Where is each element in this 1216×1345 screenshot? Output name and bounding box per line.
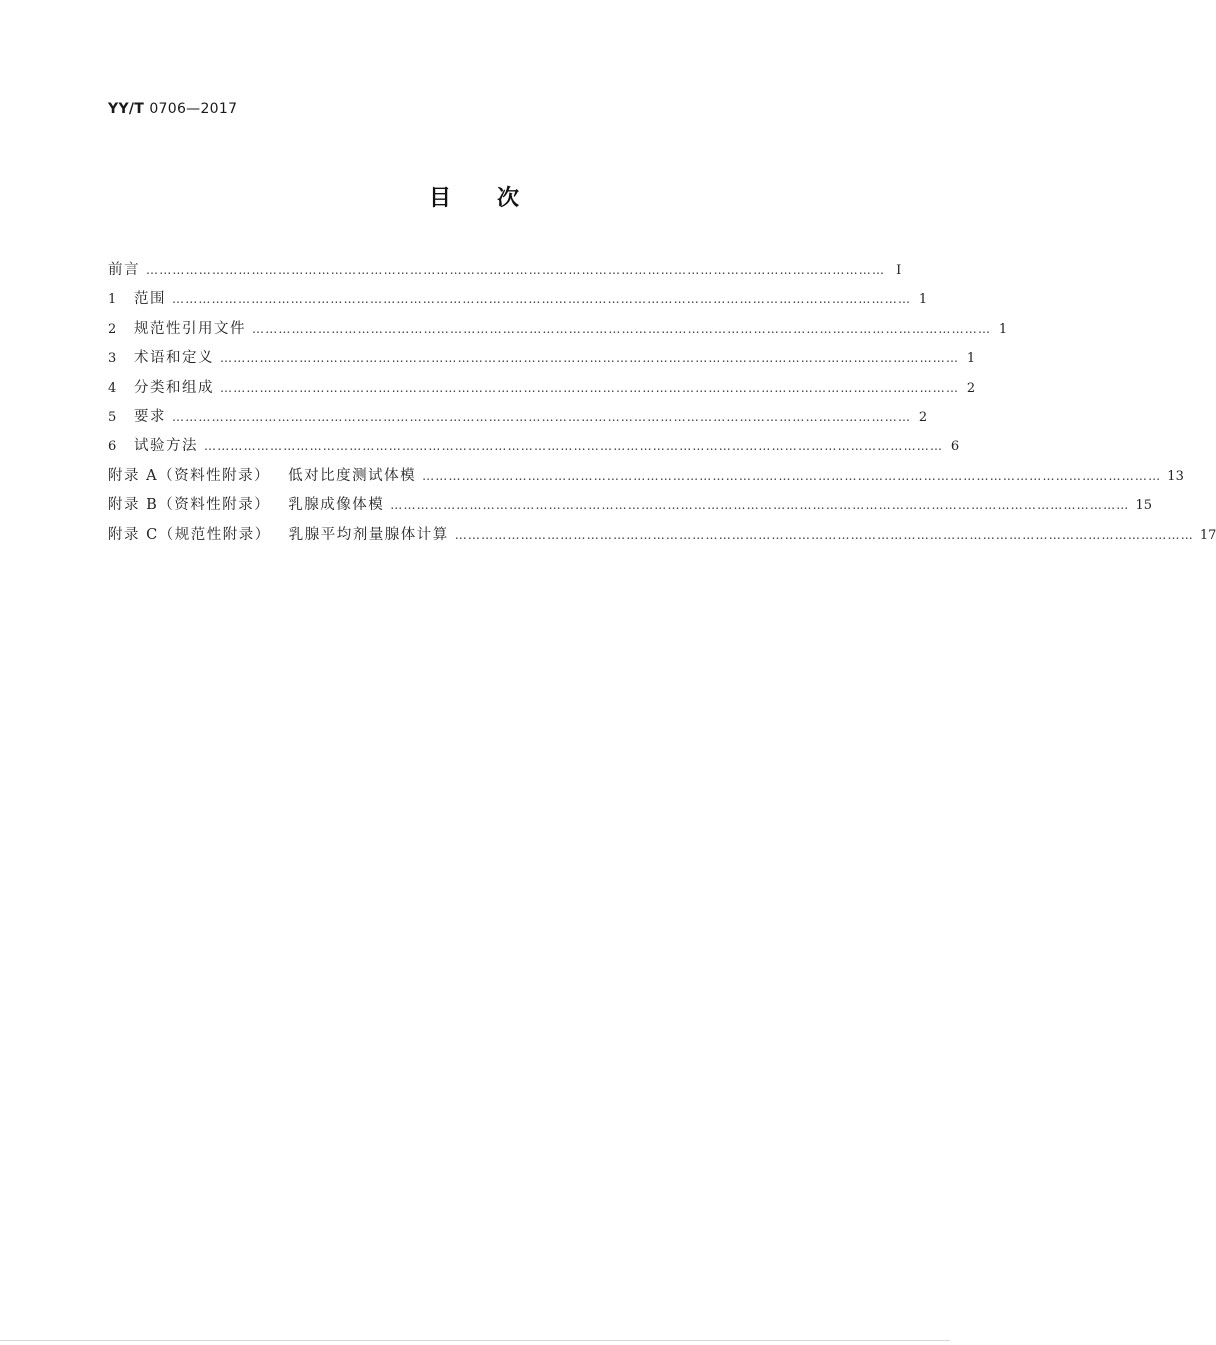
toc-entry-classification[interactable]: [108, 377, 976, 406]
toc-entry-page: Ⅰ: [896, 263, 902, 278]
toc-entry-label: 1 范围: [108, 288, 166, 311]
page-bottom-divider: [0, 1340, 950, 1341]
standard-code: [108, 101, 237, 117]
dot-leader: ……………………………………………………………………………………………………………………………………………………: [220, 351, 960, 366]
toc-entry-normative-references[interactable]: [108, 318, 1008, 347]
toc-entry-label: 附录 A（资料性附录） 低对比度测试体模: [108, 467, 417, 484]
toc-entry-page: 1: [918, 292, 928, 308]
annex-title: 低对比度测试体模: [288, 467, 417, 484]
dot-leader: ……………………………………………………………………………………………………………………………………………………: [172, 409, 912, 424]
toc-entry-number: 5: [108, 409, 117, 425]
toc-title: [0, 181, 950, 212]
dot-leader: ……………………………………………………………………………………………………………………………………………………: [422, 468, 1162, 483]
standard-prefix: YY/T: [108, 101, 145, 117]
dot-leader: ……………………………………………………………………………………………………………………………………………………: [146, 263, 886, 277]
toc-entry-number: 1: [108, 292, 117, 308]
dot-leader: ……………………………………………………………………………………………………………………………………………………: [252, 321, 992, 336]
toc-entry-label: 5 要求: [108, 406, 166, 429]
toc-entry-page: 13: [1167, 468, 1184, 484]
toc-entry-label: 附录 B（资料性附录） 乳腺成像体模: [108, 497, 385, 514]
toc-entry-label: 6 试验方法: [108, 435, 198, 458]
dot-leader: ……………………………………………………………………………………………………………………………………………………: [172, 292, 912, 307]
standard-number: 0706—2017: [149, 101, 238, 117]
toc-entry-label: 3 术语和定义: [108, 347, 214, 370]
toc-entry-label: 2 规范性引用文件: [108, 318, 246, 341]
toc-entry-number: 6: [108, 439, 117, 455]
toc-entry-annex-a[interactable]: [108, 465, 1184, 494]
toc-entry-label: 4 分类和组成: [108, 377, 214, 400]
annex-title: 乳腺成像体模: [288, 497, 385, 514]
toc-title-char-2: 次: [497, 186, 522, 211]
toc-entry-page: 2: [966, 380, 976, 396]
toc-entry-annex-c[interactable]: [108, 524, 1216, 553]
toc-entry-number: 3: [108, 351, 117, 367]
toc-entry-scope[interactable]: [108, 288, 928, 317]
toc-entry-number: 4: [108, 380, 117, 396]
toc-entry-number: 2: [108, 321, 117, 337]
toc-entry-page: 17: [1199, 527, 1216, 543]
toc-entry-label: 附录 C（规范性附录） 乳腺平均剂量腺体计算: [108, 526, 449, 543]
toc-entry-requirements[interactable]: [108, 406, 928, 435]
dot-leader: ……………………………………………………………………………………………………………………………………………………: [454, 527, 1194, 542]
table-of-contents: [108, 259, 1216, 553]
dot-leader: ……………………………………………………………………………………………………………………………………………………: [220, 380, 960, 395]
dot-leader: ……………………………………………………………………………………………………………………………………………………: [390, 498, 1130, 513]
toc-entry-annex-b[interactable]: [108, 494, 1153, 523]
toc-title-char-1: 目: [428, 186, 453, 211]
toc-entry-page: 15: [1135, 498, 1153, 514]
toc-entry-page: 1: [966, 351, 976, 367]
toc-entry-foreword[interactable]: [108, 259, 902, 288]
dot-leader: ……………………………………………………………………………………………………………………………………………………: [204, 439, 944, 454]
toc-entry-page: 1: [998, 321, 1008, 337]
annex-title: 乳腺平均剂量腺体计算: [288, 526, 449, 543]
toc-entry-test-methods[interactable]: [108, 435, 960, 464]
toc-entry-page: 2: [918, 409, 928, 425]
toc-entry-page: 6: [950, 439, 960, 455]
toc-entry-terms-definitions[interactable]: [108, 347, 976, 376]
toc-entry-label: 前言: [108, 262, 140, 278]
